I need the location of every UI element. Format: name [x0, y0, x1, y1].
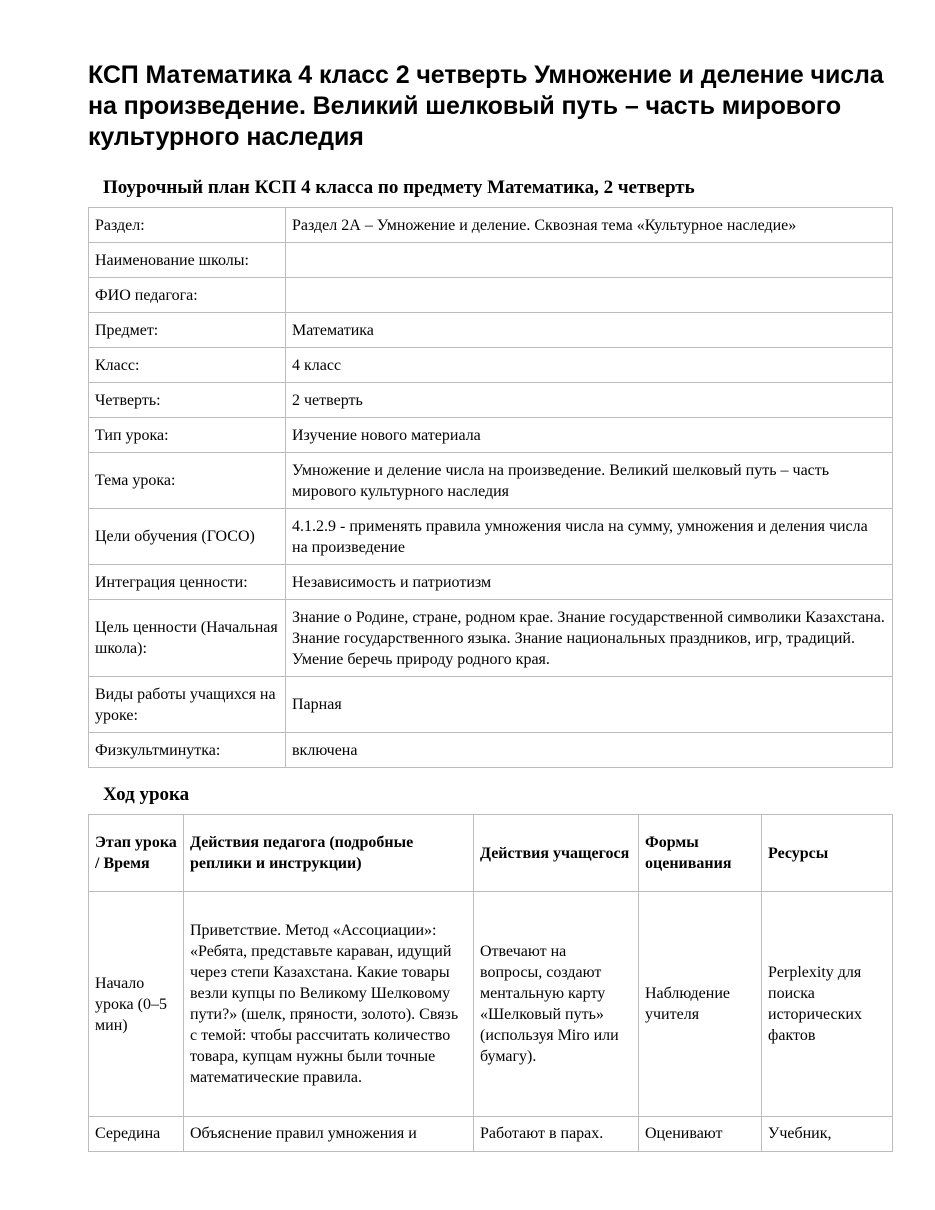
info-label: Физкультминутка: — [89, 733, 286, 768]
document-page — [88, 60, 893, 1152]
info-value: 2 четверть — [286, 383, 893, 418]
info-label: Предмет: — [89, 313, 286, 348]
assessment-cell: Наблюдение учителя — [639, 892, 762, 1117]
stage-cell: Начало урока (0–5 мин) — [89, 892, 184, 1117]
document-title: КСП Математика 4 класс 2 четверть Умножение и деление числа на произведение. Великий шелковый путь – часть мирового культурного наследия — [88, 61, 884, 151]
info-value: Изучение нового материала — [286, 418, 893, 453]
info-row-grade — [89, 348, 893, 383]
info-label: Класс: — [89, 348, 286, 383]
student-actions-cell: Работают в парах. — [474, 1117, 639, 1152]
info-label: Раздел: — [89, 208, 286, 243]
teacher-actions-cell: Объяснение правил умножения и — [184, 1117, 474, 1152]
info-label: Виды работы учащихся на уроке: — [89, 677, 286, 733]
info-row-teacher — [89, 278, 893, 313]
lesson-section-heading: Ход урока — [103, 784, 190, 805]
info-value: Умножение и деление числа на произведение. Великий шелковый путь – часть мирового культурного наследия — [286, 453, 893, 509]
info-row-topic — [89, 453, 893, 509]
resources-cell: Учебник, — [762, 1117, 893, 1152]
info-label: ФИО педагога: — [89, 278, 286, 313]
student-actions-cell: Отвечают на вопросы, создают ментальную карту «Шелковый путь» (используя Miro или бумагу). — [474, 892, 639, 1117]
info-row-subject — [89, 313, 893, 348]
info-label: Тема урока: — [89, 453, 286, 509]
info-row-exercise-break — [89, 733, 893, 768]
info-row-value-integration — [89, 565, 893, 600]
column-header-student-actions: Действия учащегося — [474, 815, 639, 892]
lesson-plan-table — [88, 814, 893, 1152]
info-value — [286, 243, 893, 278]
lesson-info-table — [88, 207, 893, 768]
table-row — [89, 1117, 893, 1152]
info-label: Интеграция ценности: — [89, 565, 286, 600]
info-row-goals — [89, 509, 893, 565]
info-value: Математика — [286, 313, 893, 348]
table-row — [89, 892, 893, 1117]
resources-cell: Perplexity для поиска исторических фактов — [762, 892, 893, 1117]
info-row-section — [89, 208, 893, 243]
info-row-school — [89, 243, 893, 278]
info-value: Парная — [286, 677, 893, 733]
info-value: включена — [286, 733, 893, 768]
info-value: Независимость и патриотизм — [286, 565, 893, 600]
table-header-row — [89, 815, 893, 892]
column-header-teacher-actions: Действия педагога (подробные реплики и инструкции) — [184, 815, 474, 892]
column-header-assessment: Формы оценивания — [639, 815, 762, 892]
info-label: Наименование школы: — [89, 243, 286, 278]
assessment-cell: Оценивают — [639, 1117, 762, 1152]
info-label: Тип урока: — [89, 418, 286, 453]
info-row-work-types — [89, 677, 893, 733]
info-label: Цели обучения (ГОСО) — [89, 509, 286, 565]
teacher-actions-cell: Приветствие. Метод «Ассоциации»: «Ребята, представьте караван, идущий через степи Казахстана. Какие товары везли купцы по Великому Шелковому пути?» (шелк, пряности, золото). Связь с темой: чтобы рассчитать количество товара, купцам нужны были точные математические правила. — [184, 892, 474, 1117]
column-header-stage: Этап урока / Время — [89, 815, 184, 892]
info-value — [286, 278, 893, 313]
info-value: Знание о Родине, стране, родном крае. Знание государственной символики Казахстана. Знание государственного языка. Знание национальных праздников, игр, традиций. Умение беречь природу родного края. — [286, 600, 893, 677]
info-row-quarter — [89, 383, 893, 418]
info-row-lesson-type — [89, 418, 893, 453]
info-section-heading: Поурочный план КСП 4 класса по предмету Математика, 2 четверть — [103, 177, 695, 198]
info-value: 4.1.2.9 - применять правила умножения числа на сумму, умножения и деления числа на произведение — [286, 509, 893, 565]
info-value: Раздел 2А – Умножение и деление. Сквозная тема «Культурное наследие» — [286, 208, 893, 243]
info-value: 4 класс — [286, 348, 893, 383]
info-row-value-goal — [89, 600, 893, 677]
info-label: Четверть: — [89, 383, 286, 418]
info-label: Цель ценности (Начальная школа): — [89, 600, 286, 677]
column-header-resources: Ресурсы — [762, 815, 893, 892]
stage-cell: Середина — [89, 1117, 184, 1152]
